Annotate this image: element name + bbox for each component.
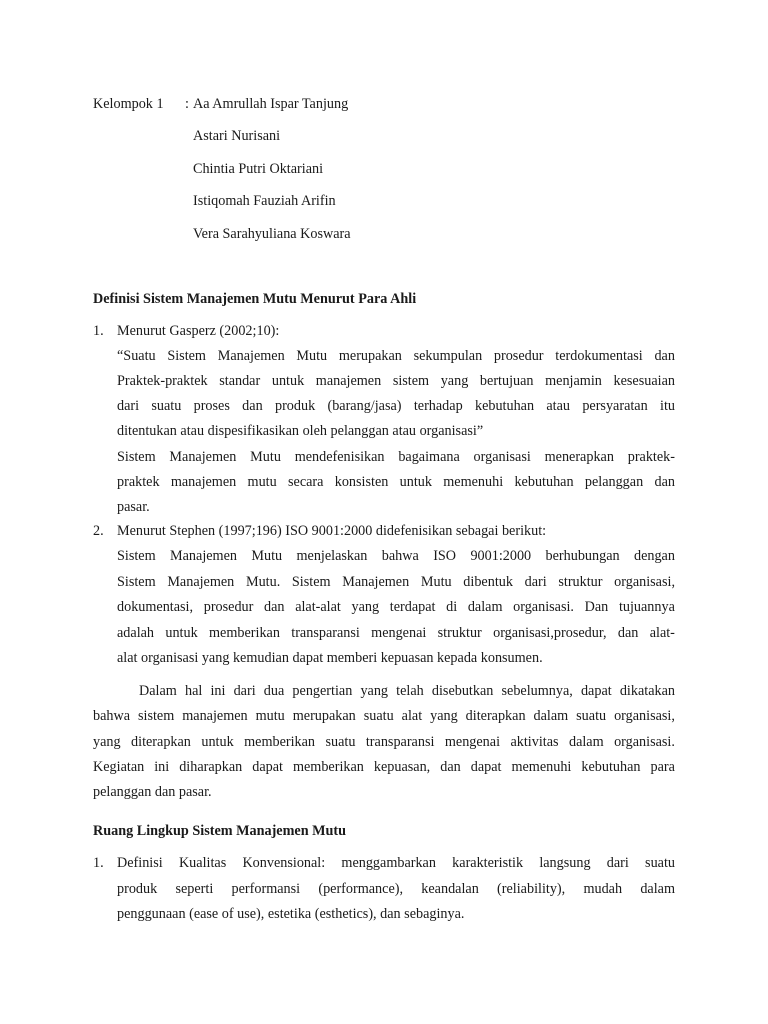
kelompok-separator: : — [185, 96, 189, 112]
word: Manajemen — [167, 574, 235, 590]
word: manajemen — [170, 474, 237, 490]
text-line — [117, 547, 675, 565]
word: produk — [117, 881, 158, 897]
word: dalam — [640, 881, 675, 897]
word: mutu — [255, 708, 285, 724]
word: dua — [263, 683, 285, 699]
paragraph-line — [93, 733, 675, 751]
member-name: Aa Amrullah Ispar Tanjung — [193, 96, 349, 112]
word: (reliability), — [497, 881, 566, 897]
word: Sistem — [167, 348, 206, 364]
text-line — [117, 448, 675, 466]
word: Manajemen — [169, 449, 237, 465]
word: ini — [154, 759, 170, 775]
word: Sistem — [117, 574, 156, 590]
word: sistem — [392, 373, 430, 389]
word: keandalan — [421, 881, 479, 897]
word: Praktek-praktek — [117, 373, 208, 389]
word: menjamin — [545, 373, 602, 389]
word: organisasi, — [614, 574, 675, 590]
word: Mutu — [296, 348, 328, 364]
word: konsisten — [334, 474, 389, 490]
word: suatu — [576, 708, 607, 724]
word: suatu — [645, 855, 675, 871]
text-line: penggunaan (ease of use), estetika (esthetics), dan sebaginya. — [117, 906, 465, 922]
text-line — [117, 473, 675, 491]
word: manajemen — [315, 373, 382, 389]
word: transparansi — [291, 625, 360, 641]
word: terhadap — [413, 398, 463, 414]
word: sebelumnya, — [501, 683, 573, 699]
word: yang — [430, 708, 458, 724]
word: tujuannya — [618, 599, 675, 615]
word: sistem — [138, 708, 175, 724]
word: yang — [93, 734, 121, 750]
word: berhubungan — [545, 548, 620, 564]
word: dapat — [470, 759, 502, 775]
word: proses — [193, 398, 230, 414]
word: organisasi,prosedur, — [493, 625, 607, 641]
word: kepuasan, — [373, 759, 431, 775]
word: memenuhi — [443, 474, 504, 490]
word: “Suatu — [117, 348, 156, 364]
word: (barang/jasa) — [327, 398, 402, 414]
word: mengenai — [444, 734, 501, 750]
word: terdokumentasi — [555, 348, 643, 364]
text-line — [117, 598, 675, 616]
text-line — [117, 624, 675, 642]
word: merupakan — [292, 708, 356, 724]
word: dokumentasi, — [117, 599, 194, 615]
word: ini — [210, 683, 226, 699]
word: bahwa — [93, 708, 131, 724]
word: untuk — [201, 734, 234, 750]
text-line: pasar. — [117, 499, 150, 515]
word: dapat — [252, 759, 283, 775]
word: Mutu — [420, 574, 452, 590]
word: 9001:2000 — [470, 548, 532, 564]
word: karakteristik — [452, 855, 524, 871]
word: Kualitas — [178, 855, 227, 871]
word: struktur — [437, 625, 482, 641]
word: menggambarkan — [341, 855, 436, 871]
word: untuk — [165, 625, 198, 641]
word: terdapat — [389, 599, 436, 615]
word: di — [446, 599, 458, 615]
word: dalam — [533, 708, 569, 724]
member-name: Vera Sarahyuliana Koswara — [193, 226, 351, 242]
word: organisasi — [473, 449, 531, 465]
word: dibentuk — [463, 574, 513, 590]
word: ISO — [433, 548, 457, 564]
word: yang — [351, 599, 380, 615]
word: manajemen — [182, 708, 248, 724]
word: untuk — [271, 373, 305, 389]
member-name: Chintia Putri Oktariani — [193, 161, 324, 177]
word: menerapkan — [544, 449, 614, 465]
word: pengertian — [292, 683, 353, 699]
word: dapat — [580, 683, 612, 699]
word: hal — [184, 683, 203, 699]
text-line — [117, 854, 675, 872]
word: memberikan — [209, 625, 280, 641]
word: dan — [617, 625, 639, 641]
list-number: 1. — [93, 855, 104, 871]
word: dengan — [633, 548, 675, 564]
word: dan — [654, 474, 675, 490]
word: disebutkan — [431, 683, 494, 699]
word: organisasi. — [513, 599, 574, 615]
paragraph-line: pelanggan dan pasar. — [93, 784, 212, 800]
word: Mutu. — [245, 574, 281, 590]
word: memenuhi — [511, 759, 572, 775]
word: dan — [242, 398, 263, 414]
member-name: Astari Nurisani — [193, 128, 281, 144]
word: untuk — [399, 474, 432, 490]
word: dan — [264, 599, 285, 615]
list-item-title: Menurut Gasperz (2002;10): — [117, 323, 280, 339]
word: prosedur — [203, 599, 254, 615]
word: persyaratan — [582, 398, 648, 414]
word: struktur — [558, 574, 603, 590]
word: diterapkan — [131, 734, 191, 750]
word: telah — [396, 683, 424, 699]
word: Dan — [584, 599, 609, 615]
paragraph-line — [93, 758, 675, 776]
word: adalah — [117, 625, 155, 641]
word: diterapkan — [465, 708, 526, 724]
word: pelanggan — [584, 474, 644, 490]
word: seperti — [175, 881, 214, 897]
word: suatu — [363, 708, 394, 724]
word: dari — [524, 574, 547, 590]
list-number: 2. — [93, 523, 104, 539]
word: itu — [660, 398, 675, 414]
word: transparansi — [365, 734, 435, 750]
word: dari — [606, 855, 629, 871]
word: kebutuhan — [581, 759, 641, 775]
section-heading: Ruang Lingkup Sistem Manajemen Mutu — [93, 823, 347, 839]
word: memberikan — [244, 734, 316, 750]
word: dikatakan — [619, 683, 675, 699]
word: alat — [401, 708, 423, 724]
word: Dalam — [139, 683, 177, 699]
text-line — [117, 880, 675, 898]
word: mengenai — [371, 625, 427, 641]
word: Mutu — [250, 449, 281, 465]
kelompok-label: Kelompok 1 — [93, 96, 164, 112]
text-line — [117, 347, 675, 365]
list-number: 1. — [93, 323, 104, 339]
member-name: Istiqomah Fauziah Arifin — [193, 193, 336, 209]
word: yang — [440, 373, 469, 389]
word: Manajemen — [217, 348, 285, 364]
paragraph-line — [93, 707, 675, 725]
word: (performance), — [318, 881, 404, 897]
word: Kegiatan — [93, 759, 145, 775]
word: kesesuaian — [613, 373, 675, 389]
word: para — [650, 759, 675, 775]
word: atau — [546, 398, 571, 414]
word: suatu — [151, 398, 182, 414]
word: praktek — [117, 474, 160, 490]
word: secara — [288, 474, 324, 490]
word: Sistem — [117, 548, 156, 564]
list-item-title: Menurut Stephen (1997;196) ISO 9001:2000 didefenisikan sebagai berikut: — [117, 523, 547, 539]
word: bagaimana — [398, 449, 460, 465]
word: dalam — [568, 734, 604, 750]
text-line — [117, 397, 675, 415]
section-heading: Definisi Sistem Manajemen Mutu Menurut Para Ahli — [93, 291, 417, 307]
word: Mutu — [251, 548, 283, 564]
word: dari — [233, 683, 256, 699]
word: merupakan — [338, 348, 402, 364]
word: mutu — [247, 474, 277, 490]
word: aktivitas — [510, 734, 559, 750]
text-line — [117, 372, 675, 390]
word: dalam — [467, 599, 503, 615]
word: organisasi. — [614, 734, 675, 750]
word: alat- — [649, 625, 675, 641]
word: produk — [274, 398, 316, 414]
word: diharapkan — [179, 759, 243, 775]
word: dari — [117, 398, 140, 414]
word: langsung — [539, 855, 591, 871]
word: prosedur — [493, 348, 544, 364]
word: Sistem — [291, 574, 331, 590]
word: organisasi, — [614, 708, 675, 724]
word: sekumpulan — [413, 348, 483, 364]
text-line: alat organisasi yang kemudian dapat memberi kepuasan kepada konsumen. — [117, 650, 543, 666]
word: Sistem — [117, 449, 156, 465]
word: bahwa — [381, 548, 419, 564]
text-line — [117, 573, 675, 591]
word: dan — [440, 759, 461, 775]
word: Konvensional: — [242, 855, 326, 871]
word: mudah — [583, 881, 623, 897]
word: bertujuan — [479, 373, 534, 389]
word: standar — [219, 373, 261, 389]
word: praktek- — [627, 449, 675, 465]
word: Definisi — [117, 855, 163, 871]
word: dan — [654, 348, 675, 364]
word: Manajemen — [170, 548, 237, 564]
word: menjelaskan — [296, 548, 368, 564]
word: alat-alat — [295, 599, 341, 615]
word: mendefenisikan — [294, 449, 385, 465]
word: kebutuhan — [514, 474, 574, 490]
text-line: ditentukan atau dispesifikasikan oleh pelanggan atau organisasi” — [117, 423, 484, 439]
word: yang — [360, 683, 389, 699]
paragraph-line — [139, 682, 675, 700]
word: kebutuhan — [474, 398, 535, 414]
word: suatu — [325, 734, 356, 750]
word: memberikan — [292, 759, 364, 775]
word: performansi — [231, 881, 301, 897]
word: Manajemen — [342, 574, 410, 590]
